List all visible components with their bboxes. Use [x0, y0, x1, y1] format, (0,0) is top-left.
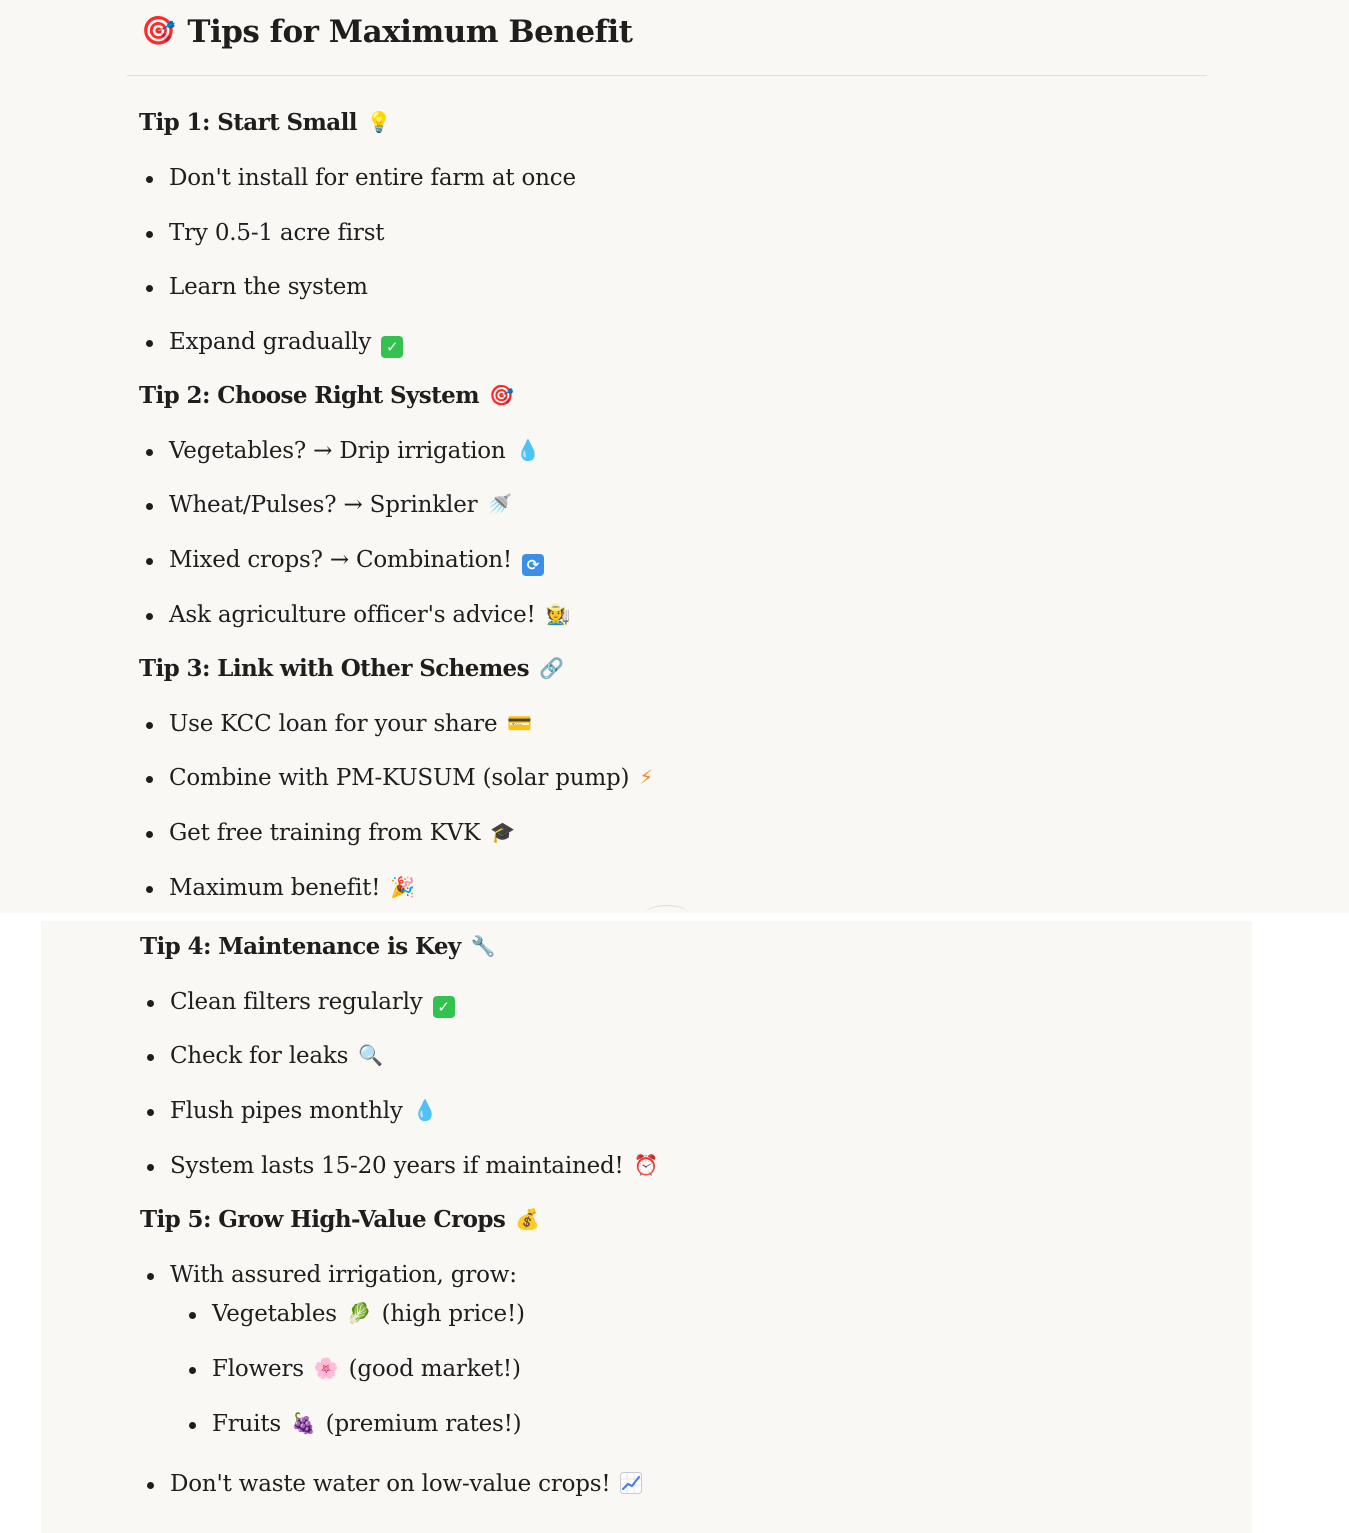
magnifier-icon: 🔍	[358, 1043, 383, 1067]
shower-icon: 🚿	[487, 492, 513, 516]
list-item-text: Learn the system	[169, 274, 368, 300]
list-item-text: Flush pipes monthly	[170, 1098, 403, 1124]
tip-1-heading	[139, 107, 391, 139]
list-item	[169, 271, 368, 303]
sub-list-item-name: Flowers	[212, 1356, 304, 1382]
list-item-text: Wheat/Pulses? → Sprinkler	[169, 492, 478, 518]
party-popper-icon: 🎉	[390, 875, 415, 899]
list-item	[169, 708, 532, 740]
scroll-seam	[646, 905, 688, 921]
sub-list-item-note: (high price!)	[381, 1301, 525, 1327]
list-item-text: Get free training from KVK	[169, 820, 481, 846]
droplet-icon: 💧	[515, 438, 541, 462]
alarm-clock-icon: ⏰	[633, 1153, 659, 1177]
list-item	[169, 217, 384, 249]
list-item-text: Expand gradually	[169, 329, 372, 355]
sub-list-item	[212, 1353, 521, 1385]
tip-3-heading-text: Tip 3: Link with Other Schemes	[139, 655, 529, 682]
lightbulb-icon: 💡	[366, 110, 392, 134]
title-divider	[127, 75, 1207, 76]
list-item-text: Combine with PM-KUSUM (solar pump)	[169, 765, 630, 791]
check-mark-icon: ✓	[433, 996, 455, 1018]
list-item-text: Vegetables? → Drip irrigation	[169, 438, 506, 464]
check-mark-icon: ✓	[381, 336, 403, 358]
droplet-icon: 💧	[412, 1098, 438, 1122]
tip-1-heading-text: Tip 1: Start Small	[139, 109, 357, 136]
sub-list-item-note: (good market!)	[348, 1356, 521, 1382]
list-item	[169, 435, 540, 467]
sub-list-item-name: Fruits	[212, 1411, 281, 1437]
page-title	[141, 10, 633, 54]
list-item-text: Don't waste water on low-value crops!	[170, 1471, 611, 1497]
list-item-text: Mixed crops? → Combination!	[169, 547, 512, 573]
tip-2-heading	[139, 380, 513, 412]
tip-2-heading-text: Tip 2: Choose Right System	[139, 382, 479, 409]
list-item-text: Use KCC loan for your share	[169, 711, 498, 737]
list-item-text: Check for leaks	[170, 1043, 349, 1069]
target-icon: 🎯	[141, 14, 176, 47]
list-item-text: Ask agriculture officer's advice!	[169, 602, 536, 628]
graduation-cap-icon: 🎓	[490, 820, 515, 844]
farmer-icon: 🧑‍🌾	[545, 602, 571, 626]
cherry-blossom-icon: 🌸	[313, 1356, 339, 1380]
chart-increasing-icon	[620, 1472, 642, 1494]
list-item-text: Don't install for entire farm at once	[169, 165, 576, 191]
leafy-green-icon: 🥬	[346, 1301, 372, 1325]
list-item	[170, 1095, 437, 1127]
list-item	[169, 489, 512, 521]
list-item-text: Clean filters regularly	[170, 989, 423, 1015]
tip-3-heading	[139, 653, 563, 685]
list-item-text: Maximum benefit!	[169, 875, 381, 901]
target-icon: 🎯	[488, 383, 514, 407]
sub-list-item-name: Vegetables	[212, 1301, 337, 1327]
page-title-text: Tips for Maximum Benefit	[187, 14, 633, 50]
list-item	[170, 986, 455, 1018]
list-item	[169, 599, 570, 631]
tip-4-heading	[140, 931, 495, 963]
wrench-icon: 🔧	[470, 934, 496, 958]
list-item	[170, 1259, 517, 1291]
list-item-text: With assured irrigation, grow:	[170, 1262, 517, 1288]
tip-4-heading-text: Tip 4: Maintenance is Key	[140, 933, 461, 960]
grapes-icon: 🍇	[290, 1411, 316, 1435]
link-icon: 🔗	[538, 656, 564, 680]
list-item	[170, 1040, 383, 1072]
credit-card-icon: 💳	[507, 711, 533, 735]
sub-list-item	[212, 1408, 521, 1440]
sub-list-item	[212, 1298, 525, 1330]
lightning-icon: ⚡	[639, 765, 654, 789]
list-item	[170, 1468, 642, 1500]
list-item	[169, 162, 576, 194]
list-item	[170, 1150, 658, 1182]
list-item	[169, 762, 653, 794]
list-item-text: Try 0.5-1 acre first	[169, 220, 385, 246]
list-item	[169, 544, 544, 576]
list-item	[169, 817, 515, 849]
money-bag-icon: 💰	[515, 1207, 540, 1231]
list-item	[169, 872, 415, 904]
list-item	[169, 326, 403, 358]
refresh-icon: ⟳	[522, 554, 544, 576]
list-item-text: System lasts 15-20 years if maintained!	[170, 1153, 624, 1179]
tip-5-heading-text: Tip 5: Grow High-Value Crops	[140, 1206, 506, 1233]
tip-5-heading	[140, 1204, 540, 1236]
sub-list-item-note: (premium rates!)	[325, 1411, 522, 1437]
